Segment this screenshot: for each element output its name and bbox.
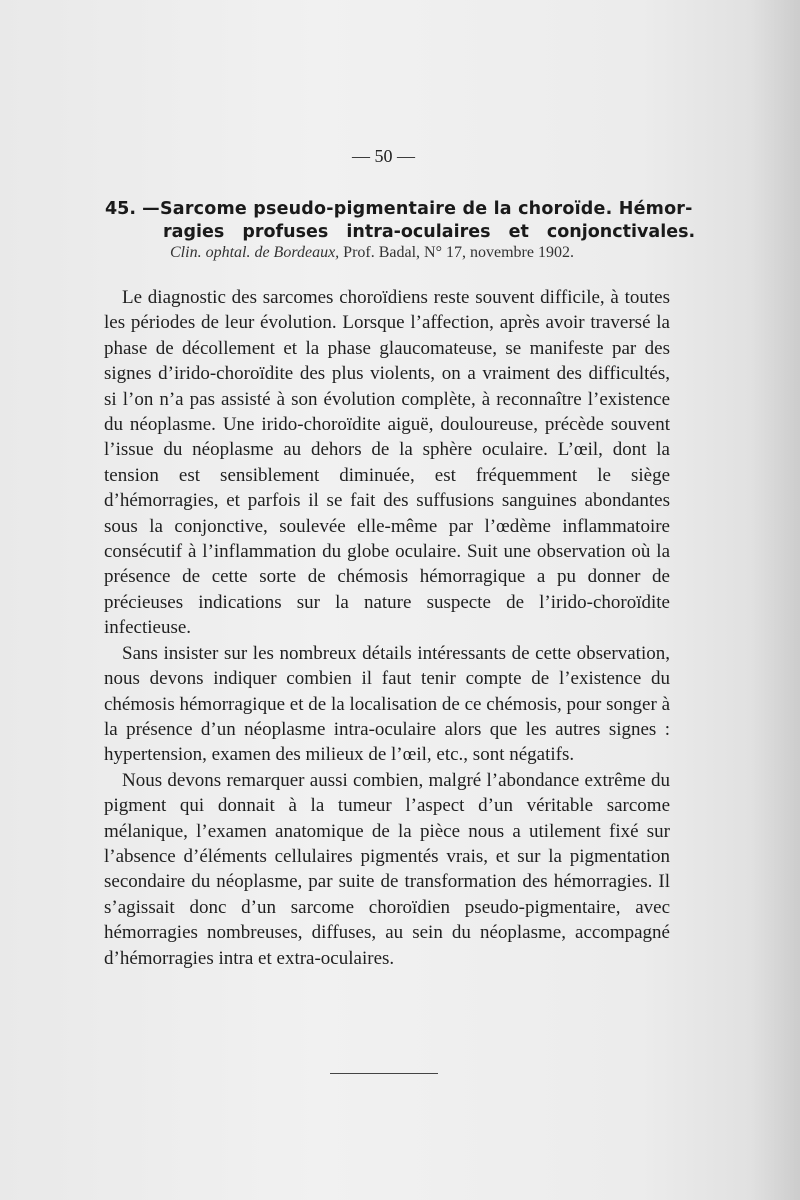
page-number: — 50 — — [352, 146, 415, 166]
article-index: 45. — — [105, 199, 160, 219]
paragraph: Nous devons remarquer aussi combien, malgré l’abondance extrême du pigment qui donnait à la tumeur l’aspect d’un véritable sarcome mélanique, l’examen anatomique de la pièce nous a utilement fixé sur l’absence d’éléments cellulaires pigmentés vrais, et sur la pigmentation secondaire du néoplasme, par suite de transformation des hémorragies. Il s’agissait donc d’un sarcome choroïdien pseudo-pigmentaire, avec hémorragies nombreuses, diffuses, au sein du néoplasme, accompagné d’hémorragies intra et extra-oculaires. — [104, 769, 670, 969]
heading-line-2: ragies profuses intra-oculaires et conjonctivales. — [163, 222, 696, 242]
end-rule — [330, 1073, 438, 1074]
paragraph: Le diagnostic des sarcomes choroïdiens reste souvent difficile, à toutes les périodes de leur évolution. Lorsque l’affection, après avoir traversé la phase de décollement et la phase glaucomateuse, se manifeste par des signes d’irido-choroïdite des plus violents, on a vraiment des difficultés, si l’on n’a pas assisté à son évolution complète, à reconnaître l’existence du néoplasme. Une irido-choroïdite aiguë, douloureuse, précède souvent l’issue du néoplasme au dehors de la sphère oculaire. L’œil, dont la tension est sensiblement diminuée, est fréquemment le siège d’hémorragies, et parfois il se fait des suffusions sanguines abondantes sous la conjonctive, soulevée elle-même par l’œdème inflammatoire consécutif à l’inflammation du globe oculaire. Suit une observation où la présence de cette sorte de chémosis hémorragique a pu donner de précieuses indications sur la nature suspecte de l’irido-choroïdite infectieuse. — [104, 287, 670, 639]
heading-line-1: Sarcome pseudo-pigmentaire de la choroïde. Hémor- — [160, 199, 693, 219]
citation-source: Clin. ophtal. de Bordeaux, — [170, 244, 340, 261]
citation-details: Prof. Badal, N° 17, novembre 1902. — [339, 244, 574, 261]
page-edge-shadow — [750, 0, 800, 1200]
article-body — [104, 285, 670, 971]
paragraph: Sans insister sur les nombreux détails intéressants de cette observation, nous devons indiquer combien il faut tenir compte de l’existence du chémosis hémorragique et de la localisation de ce chémosis, pour songer à la présence d’un néoplasme intra-oculaire alors que les autres signes : hypertension, examen des milieux de l’œil, etc., sont négatifs. — [104, 642, 670, 766]
citation — [170, 244, 574, 262]
